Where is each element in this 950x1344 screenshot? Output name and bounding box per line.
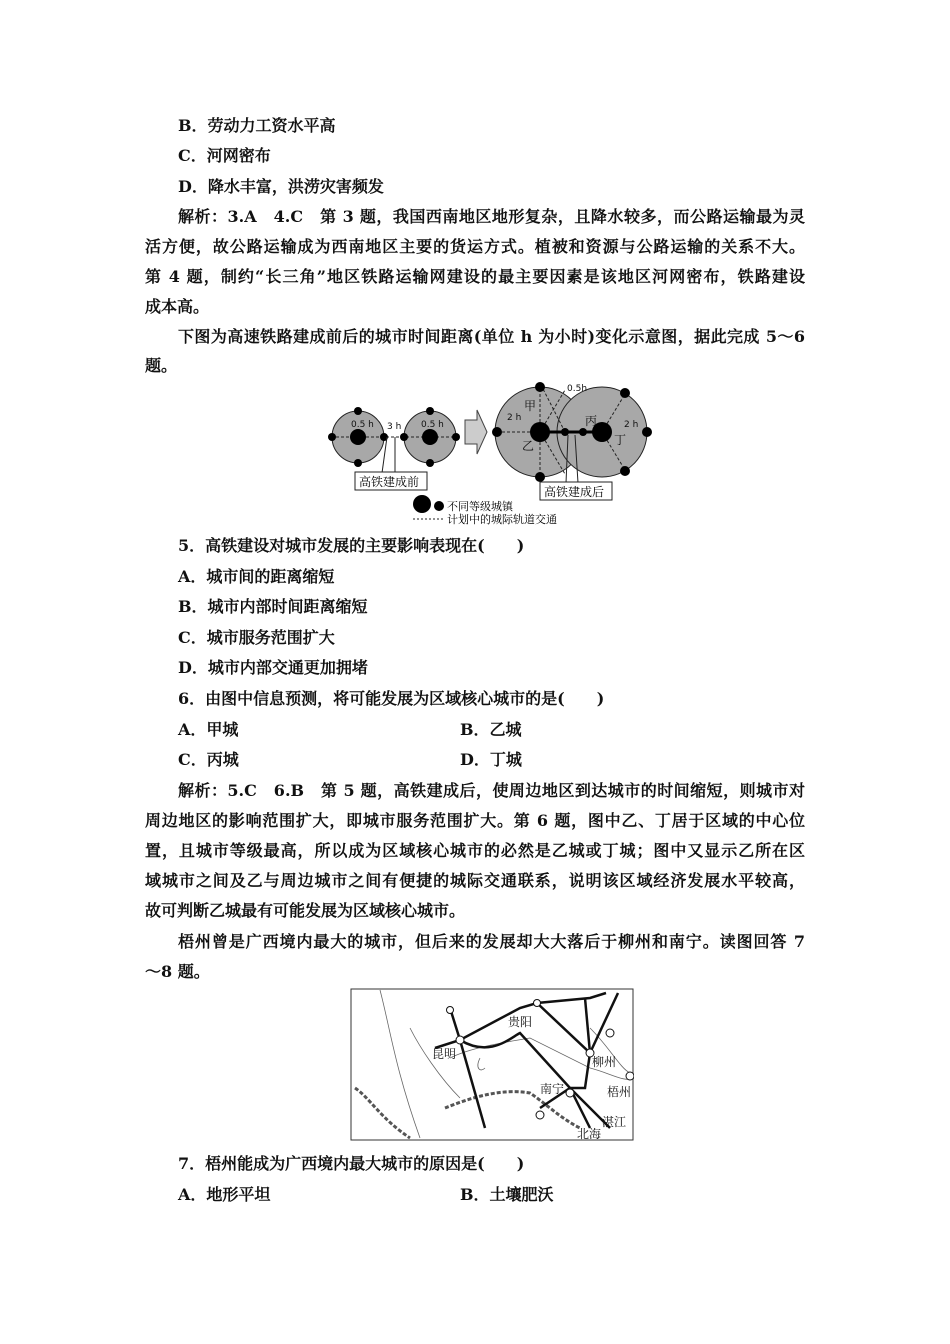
map-guangxi-railways — [350, 988, 634, 1141]
svg-text:北海: 北海 — [577, 1127, 602, 1141]
text-line: 第 4 题，制约“长三角”地区铁路运输网建设的最主要因素是该地区河网密布，铁路建设 — [145, 267, 805, 286]
svg-text:南宁: 南宁 — [540, 1082, 565, 1096]
option-b: B．土壤肥沃 — [460, 1185, 554, 1204]
text-line: 下图为高速铁路建成前后的城市时间距离(单位 h 为小时)变化示意图，据此完成 5～6 — [178, 327, 805, 346]
text-line: 故可判断乙城最有可能发展为区域核心城市。 — [145, 901, 466, 920]
option-c: C．丙城 — [178, 750, 239, 769]
svg-text:计划中的城际轨道交通: 计划中的城际轨道交通 — [447, 513, 557, 526]
option-a: A．甲城 — [178, 720, 239, 739]
svg-text:不同等级城镇: 不同等级城镇 — [447, 500, 513, 513]
text-line: 梧州曾是广西境内最大的城市，但后来的发展却大大落后于柳州和南宁。读图回答 7 — [178, 932, 805, 951]
svg-text:高铁建成前: 高铁建成前 — [359, 475, 420, 489]
q4-option-c: C．河网密布 — [178, 146, 271, 165]
text-line: ～8 题。 — [145, 962, 210, 981]
svg-text:甲: 甲 — [524, 399, 537, 413]
svg-text:2 h: 2 h — [507, 413, 522, 423]
option-a: A．地形平坦 — [178, 1185, 271, 1204]
svg-text:乙: 乙 — [522, 439, 535, 453]
question-stem: 7．梧州能成为广西境内最大城市的原因是( ) — [178, 1154, 525, 1173]
svg-text:0.5 h: 0.5 h — [421, 420, 444, 430]
svg-text:0.5 h: 0.5 h — [351, 420, 374, 430]
text-line: 活方便，故公路运输成为西南地区主要的货运方式。植被和资源与公路运输的关系不大。 — [145, 237, 805, 256]
text-line: 周边地区的影响范围扩大，即城市服务范围扩大。第 6 题，图中乙、丁居于区域的中心位 — [145, 811, 805, 830]
svg-text:湛江: 湛江 — [602, 1115, 627, 1129]
q4-option-d: D．降水丰富，洪涝灾害频发 — [178, 177, 384, 196]
text-line: 域城市之间及乙与周边城市之间有便捷的城际交通联系，说明该区域经济发展水平较高， — [145, 871, 805, 890]
question-stem: 5．高铁建设对城市发展的主要影响表现在( ) — [178, 536, 525, 555]
svg-text:3 h: 3 h — [387, 422, 402, 432]
svg-text:柳州: 柳州 — [592, 1055, 617, 1069]
option-b: B．城市内部时间距离缩短 — [178, 597, 368, 616]
text-line: 成本高。 — [145, 297, 210, 316]
svg-text:丙: 丙 — [585, 414, 598, 428]
text-line: 解析：5.C 6.B 第 5 题，高铁建成后，使周边地区到达城市的时间缩短，则城市对 — [178, 781, 805, 800]
option-d: D．丁城 — [460, 750, 522, 769]
option-d: D．城市内部交通更加拥堵 — [178, 658, 368, 677]
question-stem: 6．由图中信息预测，将可能发展为区域核心城市的是( ) — [178, 689, 605, 708]
option-c: C．城市服务范围扩大 — [178, 628, 335, 647]
text-line: 置，且城市等级最高，所以成为区域核心城市的必然是乙城或丁城；图中又显示乙所在区 — [145, 841, 805, 860]
svg-text:梧州: 梧州 — [607, 1085, 632, 1099]
option-b: B．乙城 — [460, 720, 522, 739]
q4-option-b: B．劳动力工资水平高 — [178, 116, 336, 135]
text-line: 解析：3.A 4.C 第 3 题，我国西南地区地形复杂，且降水较多，而公路运输最为灵 — [178, 207, 805, 226]
svg-text:昆明: 昆明 — [432, 1047, 457, 1061]
svg-text:0.5h: 0.5h — [567, 384, 588, 394]
svg-text:高铁建成后: 高铁建成后 — [544, 485, 605, 499]
svg-text:贵阳: 贵阳 — [508, 1015, 533, 1029]
svg-text:2 h: 2 h — [624, 420, 639, 430]
text-line: 题。 — [145, 356, 178, 375]
svg-text:丁: 丁 — [614, 433, 627, 447]
figure-high-speed-rail — [325, 380, 665, 530]
option-a: A．城市间的距离缩短 — [178, 567, 335, 586]
